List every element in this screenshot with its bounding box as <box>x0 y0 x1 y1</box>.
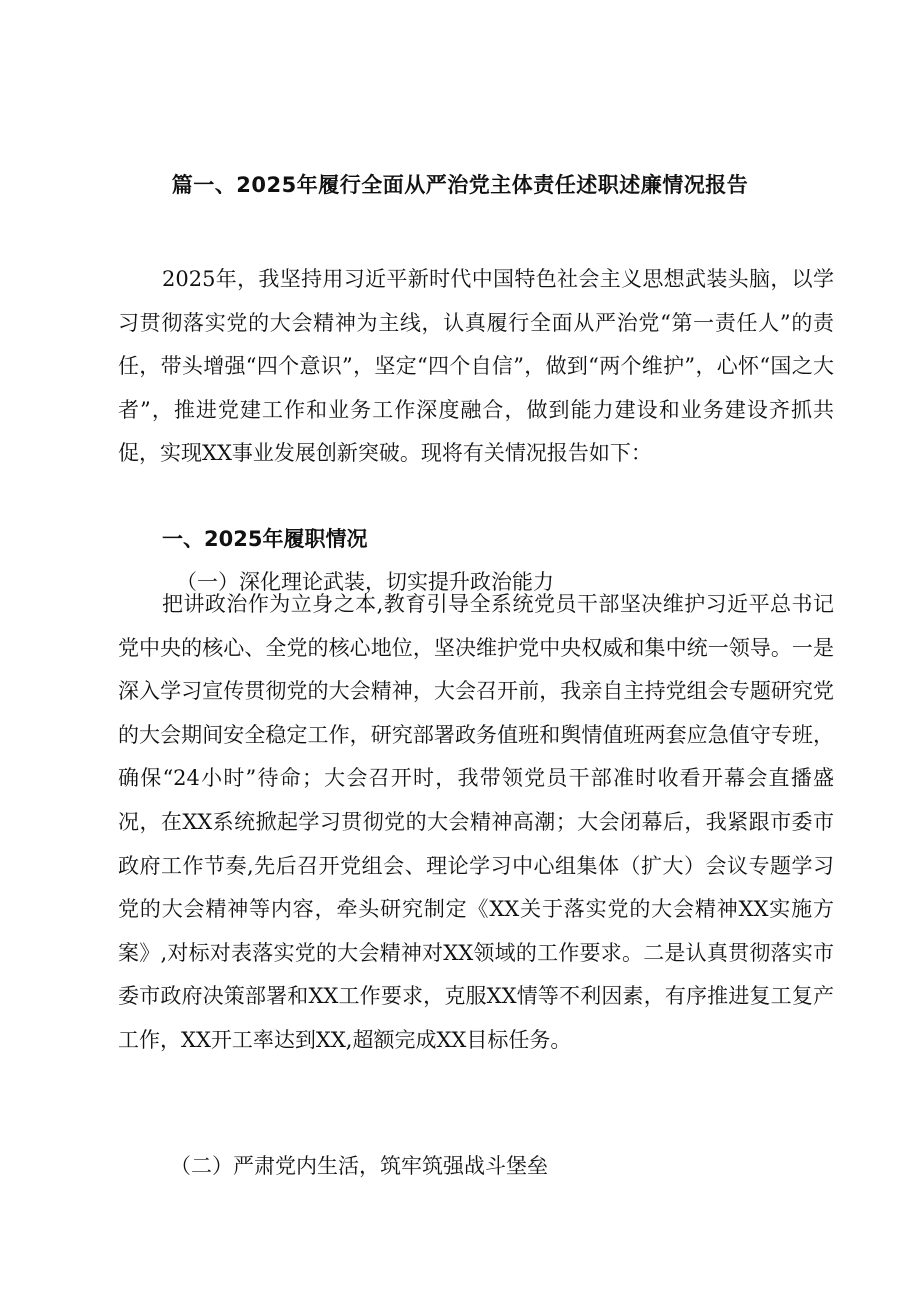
document-title: 篇一、2025年履行全面从严治党主体责任述职述廉情况报告 <box>171 173 749 197</box>
section-heading: 一、2025年履职情况 <box>162 527 368 551</box>
intro-paragraph: 2025年，我坚持用习近平新时代中国特色社会主义思想武装头脑，以学习贯彻落实党的大会精神为主线，认真履行全面从严治党“第一责任人”的责任，带头增强“四个意识”，坚定“四个自信”，做到“两个维护”，心怀“国之大者”，推进党建工作和业务工作深度融合，做到能力建设和业务建设齐抓共促，实现XX事业发展创新突破。现将有关情况报告如下： <box>118 267 834 466</box>
subsection-heading-1: （一）深化理论武装，切实提升政治能力 <box>176 570 554 594</box>
subsection-heading-2: （二）严肃党内生活，筑牢筑强战斗堡垒 <box>170 1154 548 1178</box>
subsection-1-body: 把讲政治作为立身之本,教育引导全系统党员干部坚决维护习近平总书记党中央的核心、全党的核心地位，坚决维护党中央权威和集中统一领导。一是深入学习宣传贯彻党的大会精神，大会召开前，我亲自主持党组会专题研究党的大会期间安全稳定工作，研究部署政务值班和舆情值班两套应急值守专班，确保“24小时”待命；大会召开时，我带领党员干部准时收看开幕会直播盛况，在XX系统掀起学习贯彻党的大会精神高潮；大会闭幕后，我紧跟市委市政府工作节奏,先后召开党组会、理论学习中心组集体（扩大）会议专题学习党的大会精神等内容，牵头研究制定《XX关于落实党的大会精神XX实施方案》,对标对表落实党的大会精神对XX领域的工作要求。二是认真贯彻落实市委市政府决策部署和XX工作要求，克服XX情等不利因素，有序推进复工复产工作，XX开工率达到XX,超额完成XX目标任务。 <box>118 592 834 1052</box>
